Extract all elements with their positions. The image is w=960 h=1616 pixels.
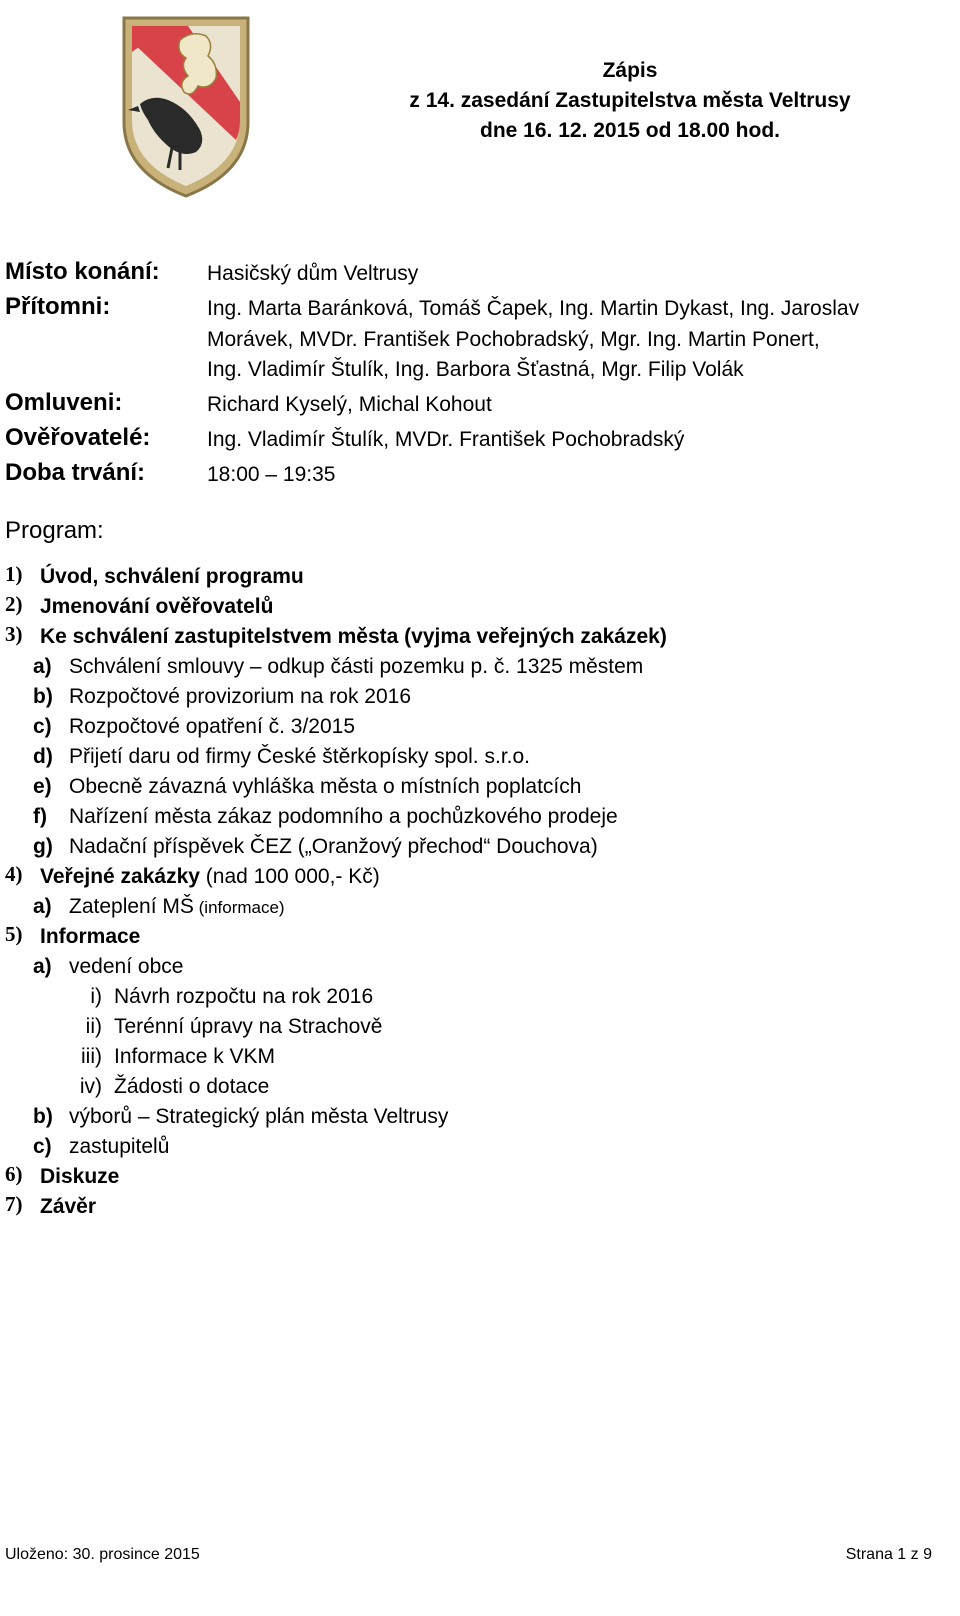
program-item: Jmenování ověřovatelů (40, 595, 274, 618)
program-subsubitem: Žádosti o dotace (114, 1075, 270, 1098)
program-subsubitem: Terénní úpravy na Strachově (114, 1015, 383, 1038)
subitem-letter: a) (33, 895, 52, 918)
subitem-roman: ii) (85, 1015, 102, 1038)
subitem-letter: f) (33, 805, 47, 828)
program-item-number: 2) (5, 592, 23, 616)
verifiers-label: Ověřovatelé: (5, 424, 151, 451)
program-item-number: 4) (5, 862, 23, 886)
document-subtitle: z 14. zasedání Zastupitelstva města Veltrusy (409, 89, 851, 112)
verifiers-value: Ing. Vladimír Štulík, MVDr. František Pochobradský (207, 428, 685, 451)
program-subitem: vedení obce (69, 955, 184, 978)
subitem-letter: b) (33, 685, 53, 708)
program-item-number: 7) (5, 1192, 23, 1216)
place-value: Hasičský dům Veltrusy (207, 262, 419, 285)
subitem-letter: a) (33, 955, 52, 978)
subitem-roman: i) (90, 985, 102, 1008)
place-label: Místo konání: (5, 258, 160, 285)
subitem-letter: c) (33, 1135, 52, 1158)
footer-page-number: Strana 1 z 9 (845, 1546, 932, 1563)
footer-saved-date: Uloženo: 30. prosince 2015 (5, 1546, 200, 1563)
program-subitem: Přijetí daru od firmy České štěrkopísky spol. s.r.o. (69, 745, 530, 768)
program-subitem: zastupitelů (69, 1135, 170, 1158)
subitem-roman: iv) (79, 1075, 102, 1098)
program-item: Úvod, schválení programu (40, 565, 304, 588)
present-line-2: Morávek, MVDr. František Pochobradský, Mgr. Ing. Martin Ponert, (207, 328, 820, 351)
duration-value: 18:00 – 19:35 (207, 463, 336, 486)
program-subitem: Rozpočtové opatření č. 3/2015 (69, 715, 356, 738)
subitem-letter: c) (33, 715, 52, 738)
subitem-letter: e) (33, 775, 52, 798)
program-item-title: Veřejné zakázky (40, 865, 200, 888)
program-subitem: Nařízení města zákaz podomního a pochůzkového prodeje (69, 805, 618, 828)
program-heading: Program: (5, 517, 104, 544)
program-item-note: (nad 100 000,- Kč) (199, 865, 380, 888)
present-line-1: Ing. Marta Baránková, Tomáš Čapek, Ing. Martin Dykast, Ing. Jaroslav (207, 297, 860, 320)
program-subitem: Rozpočtové provizorium na rok 2016 (69, 685, 412, 708)
program-subitem: Obecně závazná vyhláška města o místních poplatcích (69, 775, 582, 798)
subitem-roman: iii) (81, 1045, 102, 1068)
program-item (40, 862, 380, 892)
excused-value: Richard Kyselý, Michal Kohout (207, 393, 492, 416)
program-item: Informace (40, 925, 141, 948)
program-subitem (69, 892, 285, 923)
program-item: Ke schválení zastupitelstvem města (vyjma veřejných zakázek) (40, 625, 667, 648)
present-label: Přítomni: (5, 293, 111, 320)
program-item-number: 3) (5, 622, 23, 646)
program-item-number: 6) (5, 1162, 23, 1186)
program-subsubitem: Informace k VKM (114, 1045, 276, 1068)
program-item: Diskuze (40, 1165, 120, 1188)
subitem-letter: g) (33, 835, 53, 858)
document-title: Zápis (602, 59, 658, 82)
program-subitem: Nadační příspěvek ČEZ („Oranžový přechod“ Douchova) (69, 835, 598, 858)
duration-label: Doba trvání: (5, 459, 146, 486)
program-subsubitem: Návrh rozpočtu na rok 2016 (114, 985, 374, 1008)
program-subitem: výborů – Strategický plán města Veltrusy (69, 1105, 449, 1128)
document-date: dne 16. 12. 2015 od 18.00 hod. (480, 119, 780, 142)
program-item-number: 5) (5, 922, 23, 946)
subitem-letter: d) (33, 745, 53, 768)
subitem-letter: b) (33, 1105, 53, 1128)
program-subitem: Schválení smlouvy – odkup části pozemku p. č. 1325 městem (69, 655, 644, 678)
subitem-letter: a) (33, 655, 52, 678)
program-subitem-title: Zateplení MŠ (69, 895, 194, 918)
excused-label: Omluveni: (5, 389, 123, 416)
town-crest (118, 12, 254, 200)
program-item-number: 1) (5, 562, 23, 586)
program-subitem-note: (informace) (193, 898, 285, 917)
present-line-3: Ing. Vladimír Štulík, Ing. Barbora Šťastná, Mgr. Filip Volák (207, 358, 744, 381)
program-item: Závěr (40, 1195, 97, 1218)
